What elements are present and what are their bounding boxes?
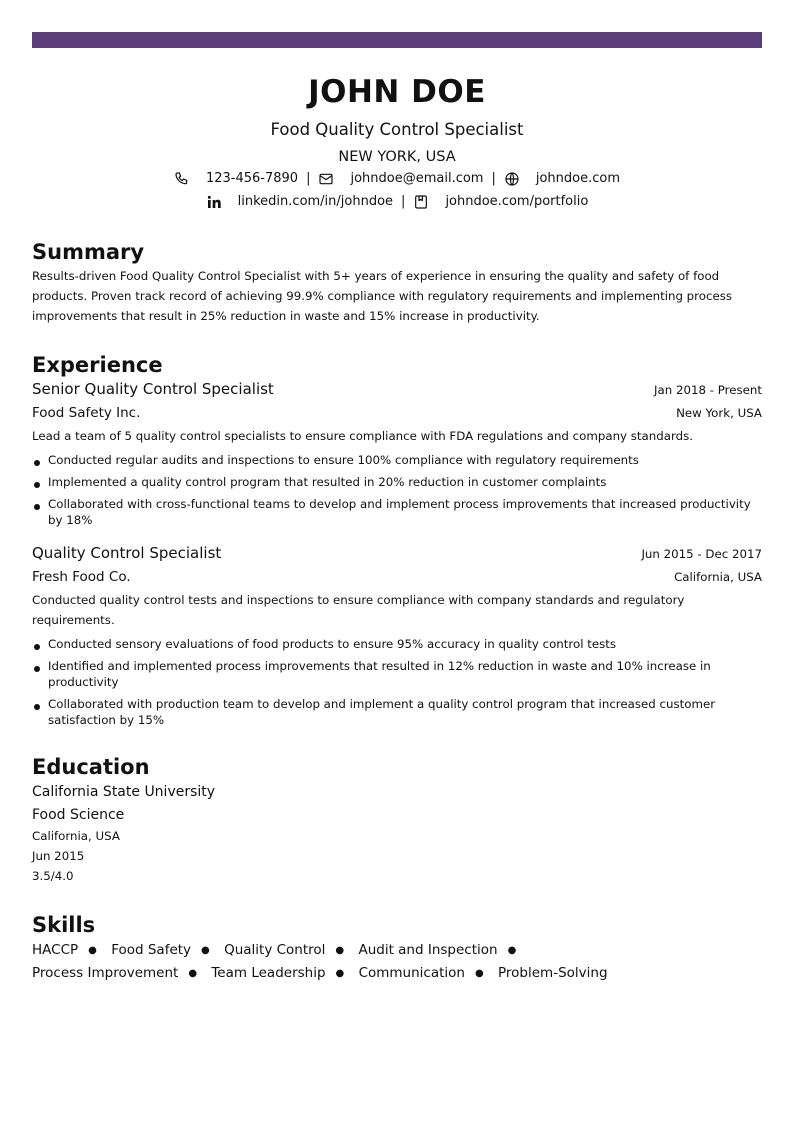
linkedin-link[interactable]: linkedin.com/in/johndoe (237, 193, 394, 209)
experience-section (32, 352, 762, 728)
contact-line-1 (32, 167, 762, 190)
job-description: Conducted quality control tests and inspections to ensure compliance with company standards and regulatory requirements. (32, 593, 685, 627)
skill-bullet: ● (188, 968, 198, 979)
education-heading: Education (32, 755, 150, 779)
skills-section (32, 912, 762, 985)
summary-section (32, 239, 762, 326)
candidate-location: NEW YORK, USA (338, 149, 456, 165)
phone-icon (174, 171, 190, 187)
skill-bullet: ● (474, 968, 484, 979)
job-location: California, USA (674, 570, 762, 584)
job-company: Fresh Food Co. (32, 569, 131, 585)
job-bullet: Collaborated with cross-functional teams to develop and implement process improvements that increased productivity by 18% (32, 496, 762, 528)
contact-line-2 (32, 190, 762, 213)
skill-item: Food Safety (111, 942, 192, 958)
skill-item: Audit and Inspection (358, 942, 498, 958)
job-bullet: Collaborated with production team to develop and implement a quality control program that increased customer satisfaction by 15% (32, 696, 762, 728)
job-entry (32, 378, 762, 528)
skill-bullet: ● (201, 945, 210, 956)
summary-heading: Summary (32, 240, 145, 264)
job-company: Food Safety Inc. (32, 405, 141, 421)
education-field: Food Science (32, 807, 125, 823)
skill-item: Problem-Solving (498, 965, 608, 981)
skill-item: Quality Control (224, 942, 326, 958)
candidate-title: Food Quality Control Specialist (270, 120, 524, 139)
skills-list (32, 939, 652, 985)
job-bullet: Conducted regular audits and inspections to ensure 100% compliance with regulatory requirements (32, 452, 762, 468)
skill-bullet: ● (88, 945, 97, 956)
job-dates: Jun 2015 - Dec 2017 (641, 547, 762, 561)
portfolio-link[interactable]: johndoe.com/portfolio (445, 193, 589, 209)
education-date: Jun 2015 (32, 849, 85, 863)
skill-bullet: ● (335, 945, 345, 956)
job-bullet: Conducted sensory evaluations of food products to ensure 95% accuracy in quality control tests (32, 636, 762, 652)
job-entry (32, 542, 762, 728)
job-bullet: Implemented a quality control program that resulted in 20% reduction in customer complaints (32, 474, 762, 490)
job-bullets (32, 636, 762, 728)
phone-link[interactable]: 123-456-7890 (205, 170, 299, 186)
skills-heading: Skills (32, 913, 96, 937)
experience-heading: Experience (32, 353, 163, 377)
skill-item: Process Improvement (32, 965, 179, 981)
summary-text: Results-driven Food Quality Control Specialist with 5+ years of experience in ensuring the quality and safety of food products. Proven track record of achieving 99.9% compliance with regulatory requirements and implementing process improvements that result in 25% reduction in waste and 15% increase in productivity. (32, 269, 733, 323)
resume-header (32, 70, 762, 213)
linkedin-icon (206, 194, 222, 210)
contact-separator: | (306, 170, 311, 186)
skill-bullet: ● (507, 945, 517, 956)
job-bullet: Identified and implemented process improvements that resulted in 12% reduction in waste and 10% increase in productivity (32, 658, 762, 690)
contact-separator: | (491, 170, 496, 186)
job-location: New York, USA (676, 406, 762, 420)
email-link[interactable]: johndoe@email.com (350, 170, 484, 186)
education-location: California, USA (32, 829, 120, 843)
job-description: Lead a team of 5 quality control specialists to ensure compliance with FDA regulations and company standards. (32, 429, 693, 443)
skill-item: Communication (358, 965, 465, 981)
skill-bullet: ● (335, 968, 345, 979)
education-gpa: 3.5/4.0 (32, 869, 74, 883)
candidate-name: JOHN DOE (308, 74, 486, 110)
globe-icon (504, 171, 520, 187)
website-link[interactable]: johndoe.com (535, 170, 621, 186)
job-bullets (32, 452, 762, 528)
job-title: Quality Control Specialist (32, 544, 222, 562)
skill-item: Team Leadership (211, 965, 326, 981)
skill-item: HACCP (32, 942, 79, 958)
contact-separator: | (401, 193, 406, 209)
accent-bar (32, 32, 762, 48)
education-section (32, 754, 762, 886)
resume-page (32, 70, 762, 985)
job-title: Senior Quality Control Specialist (32, 380, 274, 398)
email-icon (318, 171, 334, 187)
job-dates: Jan 2018 - Present (654, 383, 762, 397)
portfolio-icon (413, 194, 429, 210)
education-school: California State University (32, 784, 216, 800)
